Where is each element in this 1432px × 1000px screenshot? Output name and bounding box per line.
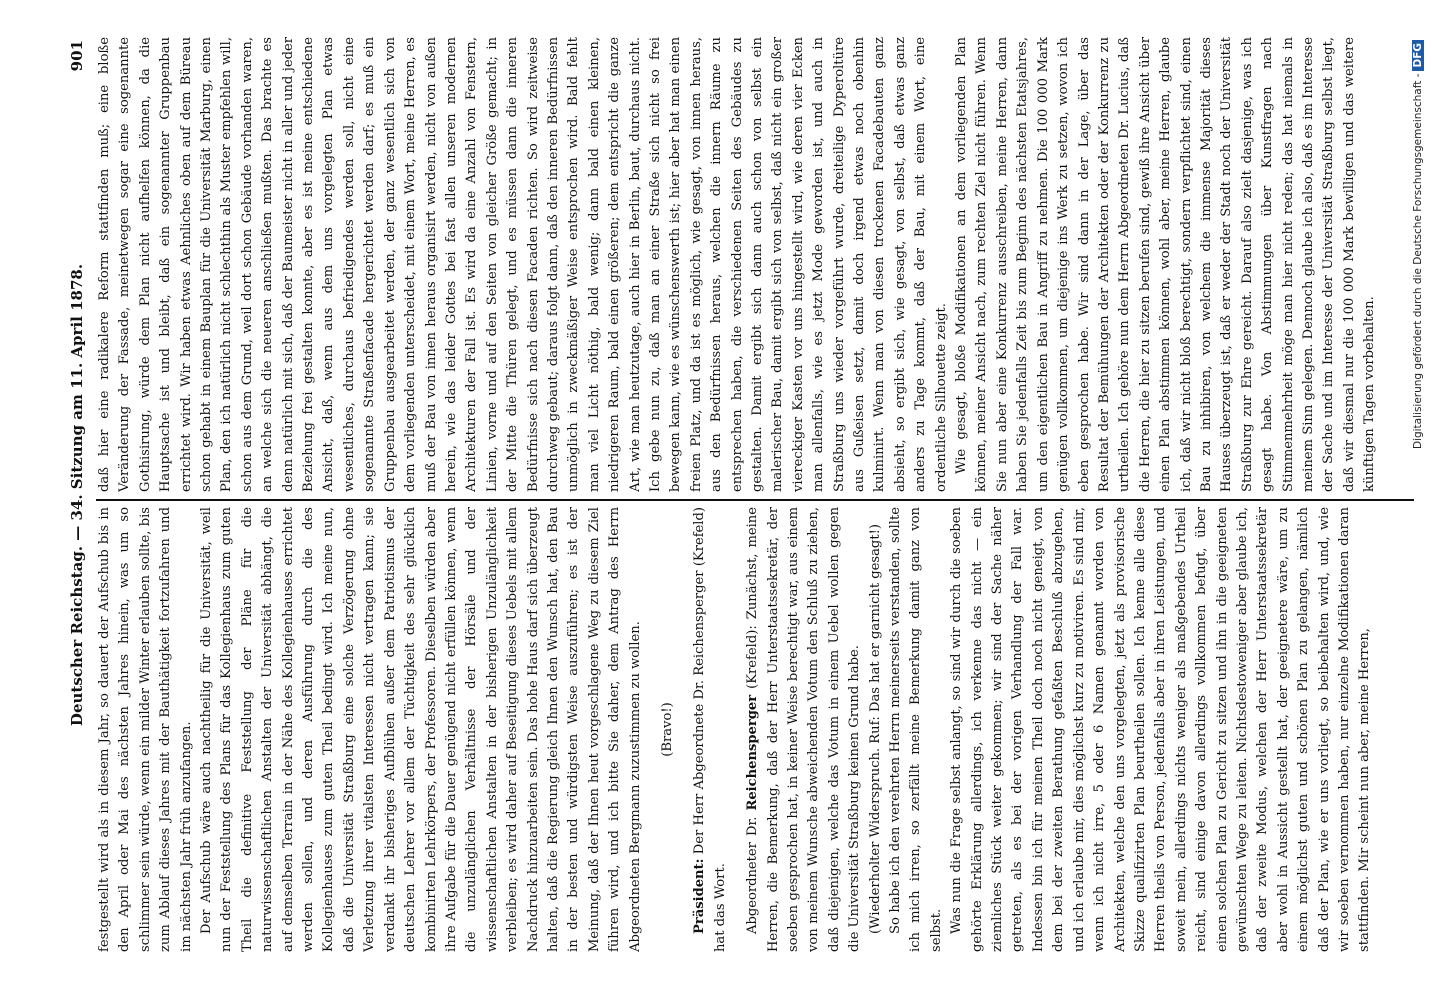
credit-text: Digitalisierung gefördert durch die Deutsche Forschungsgemeinschaft - bbox=[1412, 73, 1424, 450]
applause-note: (Bravo!) bbox=[659, 702, 675, 757]
left-column bbox=[95, 507, 1392, 952]
running-head bbox=[62, 40, 96, 950]
dfg-logo: DFG bbox=[1412, 40, 1424, 71]
right-column bbox=[95, 37, 1392, 492]
speech-opening bbox=[743, 507, 865, 952]
paragraph: Der Aufschub wäre auch nachtheilig für die Universität, weil nun der Feststellung des Plans für das Kollegienhaus zum guten Theil die definitive Feststellung der Pläne für die naturwissenschaftlichen Anstalten der Universität abhängt, die auf demselben Terrain in der Nähe des Kollegienhauses errichtet werden sollen, und deren Ausführung durch die des Kollegienhauses zum guten Theil bedingt wird. Ich meine nun, daß die Universität Straßburg eine solche Verzögerung ohne Verletzung ihrer vitalsten Interessen nicht vertragen kann; sie verdankt ihr bisheriges Aufblühen außer dem Patriotismus der deutschen Lehrer vor allem der Tüchtigkeit des sehr glücklich kombinirten Lehrkörpers, der Professoren. Dieselben würden aber ihre Aufgabe für die Dauer genügend nicht erfüllen können, wenn die unzulänglichen Verhältnisse der Hörsäle und der wissenschaftlichen Anstalten in der bisherigen Unzulänglichkeit verbleiben; es wird daher auf Beseitigung dieses Uebels mit allem Nachdruck hinzuarbeiten sein. Das hohe Haus darf sich überzeugt halten, daß die Regierung gleich Ihnen den Wunsch hat, den Bau in der besten und würdigsten Weise auszuführen; es ist der Meinung, daß der Ihnen heut vorgeschlagene Weg zu diesem Ziel führen wird, und ich bitte Sie daher, dem Antrag des Herrn Abgeordneten Bergmann zuzustimmen zu wollen. bbox=[199, 507, 643, 952]
paragraph: Was nun die Frage selbst anlangt, so sind wir durch die soeben gehörte Erklärung allerdings, ich verkenne das nicht — ein ziemliches Stück weiter gekommen; wir sind der Sache näher getreten, als es bei der vorigen Verhandlung der Fall war. Indessen bin ich für meinen Theil doch noch nicht geneigt, von dem bei der zweiten Berathung gefaßten Beschluß abzugehen, und ich erlaube mir, dies möglichst kurz zu motiviren. Es sind mir, wenn ich nicht irre, 5 oder 6 Namen genannt worden von Architekten, welche den uns vorgelegten, jetzt als provisorische Skizze qualifizirten Plan beurtheilen sollen. Ich kenne alle diese Herren theils von Person, jedenfalls aber in ihren Leistungen, und soweit mein, allerdings nichts weniger als maßgebendes Urtheil reicht, sind einige davon allerdings vollkommen befugt, über einen solchen Plan zu Gericht zu sitzen und ihn in die geeigneten gewünschten Wege zu leiten. Nichtsdestoweniger aber glaube ich, daß der zweite Modus, welchen der Herr Unterstaatssekretär aber wohl in Aussicht gestellt hat, der geeignetere wäre, um zu einem möglichst guten und schönen Plan zu gelangen, nämlich daß der Plan, wie er uns vorliegt, so beibehalten wird, und, wie wir soeben vernommen haben, nur einzelne Modifikationen daran stattfinden. Mir scheint nun aber, meine Herren, bbox=[949, 507, 1373, 952]
interjection: (Wiederholter Widerspruch. Ruf: Das hat er garnicht gesagt!) bbox=[867, 524, 883, 934]
digitization-credit bbox=[1412, 40, 1424, 960]
speaker-label: Präsident: bbox=[692, 858, 708, 934]
speaker-prefix: Abgeordneter Dr. bbox=[745, 816, 761, 934]
paragraph: daß hier eine radikalere Reform stattfinden muß; eine bloße Veränderung der Fassade, meinetwegen sogar eine sogenannte Gothisirung, würde dem Plan nicht aufhelfen können, da die Hauptsache ist und bleibt, daß ein sogenannter Gruppenbau errichtet wird. Wir haben etwas Aehnliches oben auf dem Büreau schon gehabt in einem Bauplan für die Universität Marburg, einen Plan, den ich natürlich nicht schlechthin als Muster empfehlen will, schon aus dem Grund, weil dort schon Gebäude vorhanden waren, an welche sich die neueren anschließen mußten. Das brachte es denn natürlich mit sich, daß der Baumeister nicht in aller und jeder Beziehung frei gestalten konnte, aber es ist meine entschiedene Ansicht, daß, wenn aus dem uns vorgelegten Plan etwas wesentliches, durchaus befriedigendes werden soll, nicht eine sogenannte Straßenfacade hergerichtet werden darf; es muß ein Gruppenbau ausgearbeitet werden, der ganz wesentlich sich von dem vorliegenden unterscheidet, mit einem Wort, meine Herren, es muß der Bau von innen heraus organisirt werden, nicht von außen herein, wie das leider Gottes bei fast allen unseren modernen Architekturen der Fall ist. Es wird da eine Anzahl von Fenstern, Linien, vorne und auf den Seiten von gleicher Größe gemacht; in der Mitte die Thüren gelegt, und es müssen dann die inneren Bedürfnisse sich nach diesen Facaden richten. So wird zeitweise durchweg gebaut; daraus folgt dann, daß den inneren Bedürfnissen unmöglich in zweckmäßiger Weise entsprochen wird. Bald fehlt man viel Licht nöthig, bald wenig; dann bald einen kleinen, niedrigeren Raum, bald einen größeren; dem entspricht die ganze Art, wie man heutzutage, auch hier in Berlin, baut, durchaus nicht. Ich gebe nun zu, daß man an einer Straße sich nicht so frei bewegen kann, wie es wünschenswerth ist; hier aber hat man einen freien Platz, und da ist es möglich, wie gesagt, von innen heraus, aus den Bedürfnissen heraus, welchen die innern Räume zu entsprechen haben, die verschiedenen Seiten des Gebäudes zu gestalten. Damit ergibt sich dann auch schon von selbst ein malerischer Bau, damit ergibt sich von selbst, daß nicht ein großer viereckiger Kasten vor uns hingestellt wird, wie deren vier Ecken man allenfalls, wie es jetzt Mode geworden ist, und auch in Straßburg uns wieder vorgeführt wurde, dreiteilige Dyperoltüre aus Gußeisen setzt, damit doch irgend etwas noch obenhin kulminirt. Wenn man von diesen trockenen Facadebauten ganz absieht, so ergibt sich, wie gesagt, von selbst, daß etwas ganz anders zu Tage kommt, daß der Bau, mit einem Wort, eine ordentliche Silhouette zeigt. bbox=[97, 37, 949, 492]
paragraph: So habe ich den verehrten Herrn meinerseits verstanden, sollte ich mich irren, so zerfällt meine Bemerkung damit ganz von selbst. bbox=[888, 507, 944, 952]
paragraph: Wie gesagt, bloße Modifikationen an dem vorliegenden Plan können, meiner Ansicht nach, zum rechten Ziel nicht führen. Wenn Sie nun aber eine Konkurrenz ausschreiben, meine Herren, dann haben Sie jedenfalls Zeit bis zum Beginn des nächsten Etatsjahres, um den eigentlichen Bau in Angriff zu nehmen. Die 100 000 Mark genügen vollkommen, um diejenige ins Werk zu setzen, wovon ich eben gesprochen habe. Wir sind dann in der Lage, über das Resultat der Bemühungen der Architekten oder der Konkurrenz zu urtheilen. Ich gehöre nun dem Herrn Abgeordneten Dr. Lucius, daß die Herren, die hier zu sitzen berufen sind, gewiß ihre Ansicht über einen Plan abstimmen können, wohl aber, meine Herren, glaube ich, daß wir nicht bloß berechtigt, sondern verpflichtet sind, einen Bau zu inhibiren, von welchem die immense Majorität dieses Hauses überzeugt ist, daß er weder der Stadt noch der Universität Straßburg zur Ehre gereicht. Darauf also zielt dasjenige, was ich gesagt habe. Von Abstimmungen über Kunstfragen nach Stimmenmehrheit möge man hier nicht reden; das hat niemals in meinem Sinn gelegen. Dennoch glaube ich also, daß es im Interesse der Sache und im Interesse der Universität Straßburg selbst liegt, daß wir diesmal nur die 100 000 Mark bewilligen und das weitere künftigen Tagen vorbehalten. bbox=[954, 37, 1378, 492]
speaker-name: Reichensperger bbox=[745, 694, 761, 811]
speech-text: (Krefeld): Zunächst, meine Herren, die Bemerkung, daß der Herr Unterstaatssekretär, der soeben gesprochen hat, in keiner Weise berechtigt war, aus einem von meinem Wunsche abweichenden Votum den Schluß zu ziehen, daß diejenigen, welche das Votum in einem Uebel wollen gegen die Universität Straßburg keinen Grund habe. bbox=[745, 507, 863, 952]
page-number: 901 bbox=[68, 40, 86, 72]
president-paragraph bbox=[690, 507, 731, 952]
paragraph: festgestellt wird als in diesem Jahr, so dauert der Aufschub bis in den April oder Mai des nächsten Jahres hinein, was um so schlimmer sein würde, wenn ein milder Winter erlauben sollte, bis zum Ablauf dieses Jahres mit der Bauthätigkeit fortzufahren und im nächsten Jahr früh anzufangen. bbox=[97, 507, 194, 952]
running-head-title: Deutscher Reichstag. — 34. Sitzung am 11. April 1878. bbox=[68, 263, 86, 727]
president-text: Der Herr Abgeordnete Dr. Reichensperger (Krefeld) hat das Wort. bbox=[692, 507, 728, 952]
column-divider bbox=[96, 499, 1414, 501]
